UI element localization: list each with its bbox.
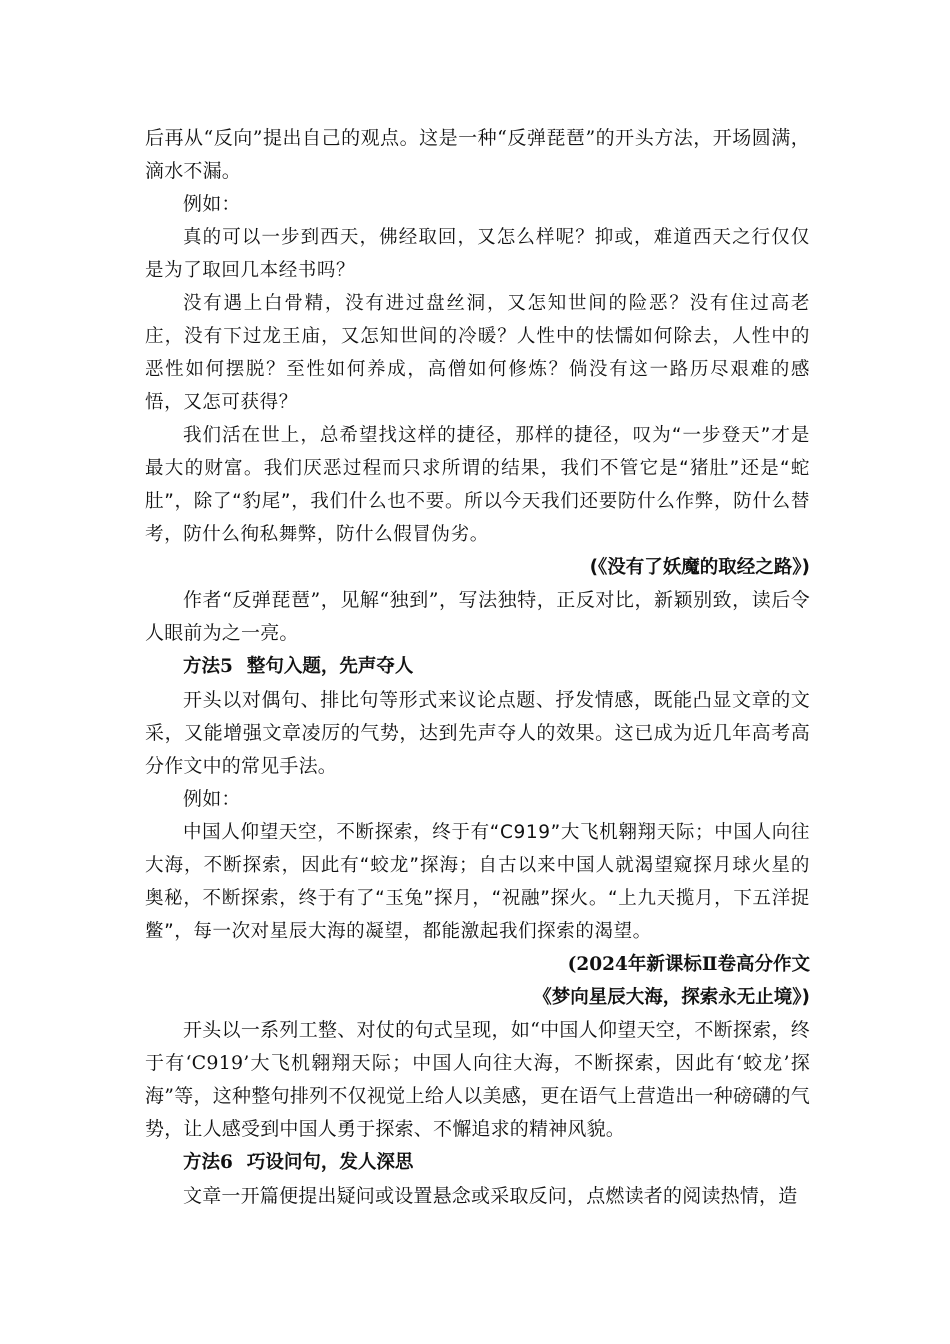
quote-source: (2024年新课标Ⅱ卷高分作文 [567,954,810,975]
method-heading [145,650,810,684]
example-quote-paragraph: 真的可以一步到西天，佛经取回，又怎么样呢？抑或，难道西天之行仅仅是为了取回几本经书吗？ [145,227,810,281]
method-heading [145,1146,810,1180]
method-title: 巧设问句，发人深思 [246,1152,414,1173]
method-title: 整句入题，先声夺人 [246,656,414,677]
example-label: 例如： [183,788,241,810]
document-body [145,122,810,1213]
example-quote-paragraph: 中国人仰望天空，不断探索，终于有“C919”大飞机翱翔天际；中国人向往大海，不断探索，因此有“蛟龙”探海；自古以来中国人就渴望窥探月球火星的奥秘，不断探索，终于有了“玉兔”探月，“祝融”探火。“上九天揽月，下五洋捉鳖”，每一次对星辰大海的凝望，都能激起我们探索的渴望。 [145,822,810,942]
example-label: 例如： [183,193,241,215]
quote-source: (《没有了妖魔的取经之路》) [589,557,810,578]
intro-paragraph-tail: 后再从“反向”提出自己的观点。这是一种“反弹琵琶”的开头方法，开场圆满，滴水不漏。 [145,127,810,182]
example-quote-paragraph: 没有遇上白骨精，没有进过盘丝洞，又怎知世间的险恶？没有住过高老庄，没有下过龙王庙，又怎知世间的冷暖？人性中的怯懦如何除去，人性中的恶性如何摆脱？至性如何养成，高僧如何修炼？倘没有这一路历尽艰难的感悟，又怎可获得？ [145,293,810,413]
commentary-paragraph: 作者“反弹琵琶”，见解“独到”，写法独特，正反对比，新颖别致，读后令人眼前为之一亮。 [145,589,810,644]
method-description: 开头以对偶句、排比句等形式来议论点题、抒发情感，既能凸显文章的文采，又能增强文章凌厉的气势，达到先声夺人的效果。这已成为近几年高考高分作文中的常见手法。 [145,689,810,777]
method-description: 文章一开篇便提出疑问或设置悬念或采取反问，点燃读者的阅读热情，造 [183,1185,798,1207]
method-number: 方法5 [183,656,233,677]
method-number: 方法6 [183,1152,233,1173]
quote-source: 《梦向星辰大海，探索永无止境》) [533,987,810,1008]
commentary-paragraph: 开头以一系列工整、对仗的句式呈现，如“中国人仰望天空，不断探索，终于有‘C919’大飞机翱翔天际；中国人向往大海，不断探索，因此有‘蛟龙’探海”等，这种整句排列不仅视觉上给人以美感，更在语气上营造出一种磅礴的气势，让人感受到中国人勇于探索、不懈追求的精神风貌。 [145,1019,810,1140]
example-quote-paragraph: 我们活在世上，总希望找这样的捷径，那样的捷径，叹为“一步登天”才是最大的财富。我们厌恶过程而只求所谓的结果，我们不管它是“猪肚”还是“蛇肚”，除了“豹尾”，我们什么也不要。所以今天我们还要防什么作弊，防什么替考，防什么徇私舞弊，防什么假冒伪劣。 [145,425,810,545]
